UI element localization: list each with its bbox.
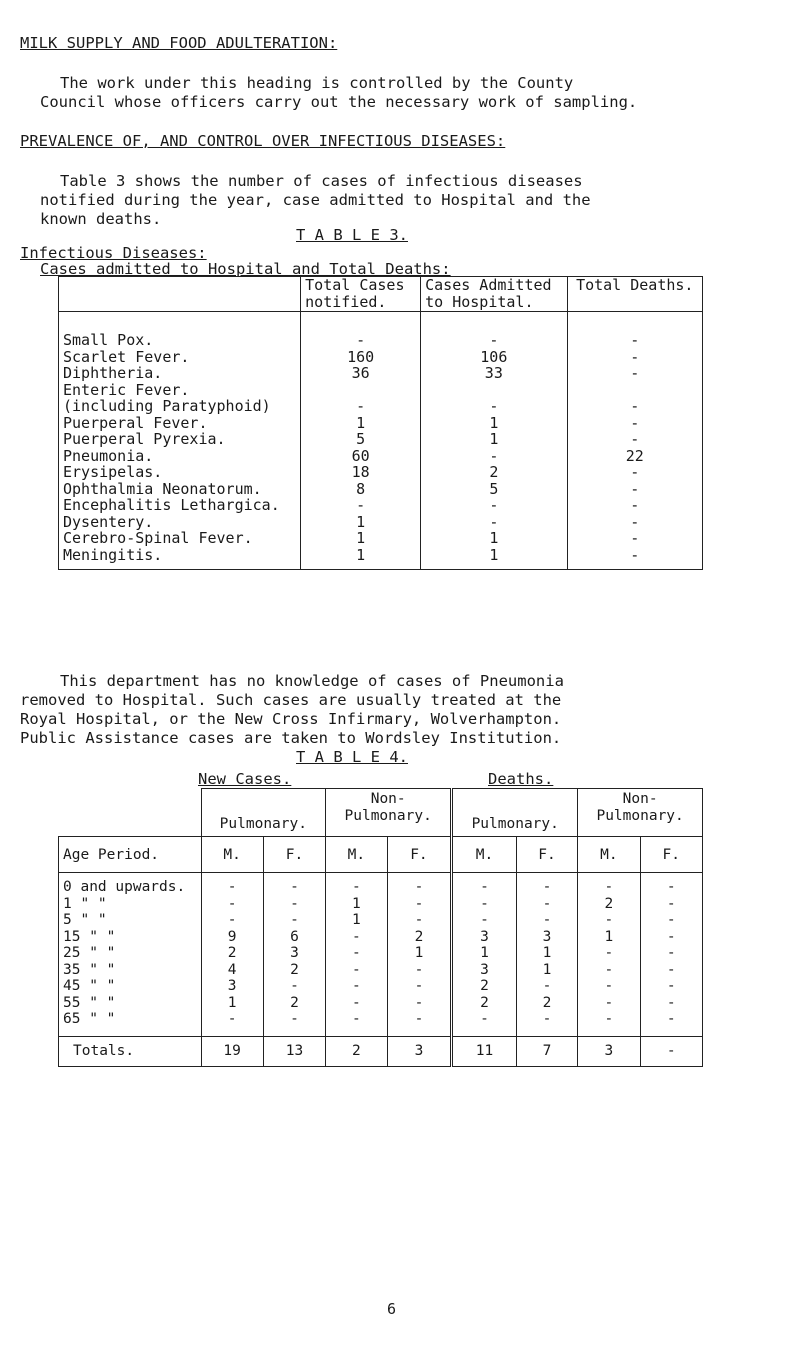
table4-cell: -: [666, 994, 676, 1011]
prevalence-line-3: known deaths.: [40, 210, 162, 228]
table4-cell: -: [290, 879, 299, 895]
table4-cell: -: [542, 1011, 552, 1027]
table4-totals-label: Totals.: [59, 1036, 202, 1066]
table3-disease: (including Paratyphoid): [63, 397, 271, 415]
table4-age-label: 1 " ": [63, 895, 107, 912]
table3-caption-1: Infectious Diseases:: [20, 244, 207, 262]
table4-col-deaths-pulm-f: [516, 873, 578, 1037]
table4-col-deaths-non-m: [578, 873, 640, 1037]
table4-cell: 3: [227, 978, 237, 994]
table4-total-cell: 19: [201, 1036, 263, 1066]
table4-cell: -: [666, 945, 676, 961]
table3-deaths-cell: -: [630, 496, 640, 514]
table4-cell: -: [414, 1011, 424, 1027]
table3-disease: Cerebro-Spinal Fever.: [63, 529, 253, 547]
table3-admitted-cell: 2: [489, 463, 499, 481]
table3-notified-cell: 5: [356, 430, 366, 448]
table4-total-cell: 3: [387, 1036, 452, 1066]
table4-cell: 3: [290, 945, 299, 961]
table4-cell: -: [480, 1011, 489, 1027]
table4-cell: 2: [480, 994, 489, 1011]
table3-admitted-cell: 1: [489, 545, 499, 564]
table3-notified-cell: -: [356, 331, 366, 349]
table4-cell: -: [480, 895, 489, 912]
pneumonia-paragraph: [20, 672, 564, 748]
table4-subheader-row: [59, 789, 703, 837]
table4-cell: -: [352, 928, 361, 945]
table3-header-disease: [59, 277, 301, 312]
table4-deaths-non-pulmonary: [578, 789, 703, 837]
table4-cell: 9: [227, 928, 237, 945]
table3-body-row: [59, 312, 703, 570]
table4-deaths-non-line2: Pulmonary.: [596, 808, 684, 824]
table4-col-header: M.: [201, 837, 263, 873]
table4-cell: -: [666, 1011, 676, 1027]
prevalence-line-1: Table 3 shows the number of cases of infectious diseases: [60, 172, 583, 190]
table4-cell: -: [666, 895, 676, 912]
table4-group-new: New Cases.: [198, 770, 292, 788]
table3-notified-cell: 1: [356, 545, 366, 564]
table4-cell: 1: [480, 945, 489, 961]
table4-cell: -: [542, 879, 552, 895]
table3-header-admitted: Cases Admitted to Hospital.: [421, 277, 567, 312]
table3-admitted-cell: 106: [480, 347, 508, 366]
table-4: [58, 788, 703, 1067]
table4-cell: -: [480, 879, 489, 895]
table3-deaths-cell: -: [630, 430, 640, 448]
pneumonia-line-4: Public Assistance cases are taken to Wordsley Institution.: [20, 729, 562, 747]
table3-admitted-cell: 1: [489, 529, 499, 547]
table4-age-label: 5 " ": [63, 912, 107, 928]
table4-cell: 1: [542, 961, 552, 978]
table4-deaths-pulmonary: Pulmonary.: [452, 789, 578, 837]
table3-disease: Scarlet Fever.: [63, 347, 190, 366]
table4-cell: -: [414, 895, 424, 912]
table3-header-notified: Total Cases notified.: [301, 277, 421, 312]
table3-deaths-cell: -: [630, 347, 640, 366]
table3-admitted-cell: 33: [484, 364, 503, 382]
table3-header-deaths: Total Deaths.: [567, 277, 702, 312]
table3-deaths-cell: -: [630, 413, 640, 432]
table3-disease: Erysipelas.: [63, 463, 163, 481]
table4-cell: -: [666, 961, 676, 978]
table3-deaths-cell: -: [630, 529, 640, 547]
table3-disease: Pneumonia.: [63, 446, 154, 465]
table4-cell: 3: [542, 928, 552, 945]
table4-cell: 1: [604, 928, 614, 945]
table4-age-header: Age Period.: [59, 837, 202, 873]
prevalence-line-2: notified during the year, case admitted to Hospital and the: [40, 191, 591, 209]
table4-cell: -: [290, 912, 299, 928]
table4-deaths-non-line1: Non-: [622, 791, 658, 807]
table4-cell: -: [604, 978, 614, 994]
table3-notified-cell: 1: [356, 512, 366, 531]
table4-cell: -: [352, 945, 361, 961]
table4-total-cell: 13: [263, 1036, 325, 1066]
table4-cell: -: [352, 994, 361, 1011]
table4-cell: 6: [290, 928, 299, 945]
table4-cell: -: [227, 1011, 237, 1027]
table4-new-non-line1: Non-: [370, 791, 406, 807]
table4-cell: -: [604, 994, 614, 1011]
table4-col-header: F.: [387, 837, 452, 873]
table4-cell: -: [290, 978, 299, 994]
table4-cell: -: [666, 912, 676, 928]
table3-admitted-cell: -: [489, 397, 499, 415]
table4-cell: 4: [227, 961, 237, 978]
table3-notified-cell: 8: [356, 479, 366, 498]
table4-age-list: [59, 873, 202, 1037]
table4-cell: 1: [352, 895, 361, 912]
table3-notified-cell: [305, 382, 416, 399]
table4-cell: 2: [414, 928, 424, 945]
page-number: 6: [387, 1300, 397, 1318]
table3-admitted-cell: [425, 382, 562, 399]
table4-col-header: M.: [452, 837, 517, 873]
milk-line-2: Council whose officers carry out the necessary work of sampling.: [40, 93, 638, 111]
table4-col-header: F.: [516, 837, 578, 873]
table3-disease: Meningitis.: [63, 545, 163, 564]
table4-new-pulmonary: Pulmonary.: [201, 789, 326, 837]
table3-notified-column: [301, 312, 421, 570]
table4-cell: 2: [227, 945, 237, 961]
table4-cell: -: [414, 978, 424, 994]
milk-line-1: The work under this heading is controlled by the County: [60, 74, 574, 92]
table4-cell: -: [480, 912, 489, 928]
table4-cell: -: [290, 895, 299, 912]
table4-cell: -: [666, 978, 676, 994]
table3-deaths-cell: [572, 382, 698, 399]
table3-admitted-cell: 5: [489, 479, 499, 498]
table3-notified-cell: 60: [351, 446, 370, 465]
pneumonia-line-1: This department has no knowledge of cases of Pneumonia: [60, 672, 564, 690]
table4-cell: -: [414, 994, 424, 1011]
table3-admitted-cell: -: [489, 446, 499, 465]
table3-admitted-cell: 1: [489, 430, 499, 448]
table4-col-header: F.: [640, 837, 702, 873]
table4-col-new-non-m: [326, 873, 388, 1037]
table4-cell: 1: [352, 912, 361, 928]
table4-col-deaths-pulm-m: [452, 873, 517, 1037]
table4-col-deaths-non-f: [640, 873, 702, 1037]
table3-title: T A B L E 3.: [296, 226, 408, 244]
table3-disease: Encephalitis Lethargica.: [63, 496, 280, 514]
table3-notified-cell: -: [356, 397, 366, 415]
table4-col-new-pulm-m: [201, 873, 263, 1037]
table4-cell: -: [227, 912, 237, 928]
table4-age-label: 45 " ": [63, 978, 116, 994]
pneumonia-line-2: removed to Hospital. Such cases are usually treated at the: [20, 691, 562, 709]
table-3: [58, 276, 703, 570]
table4-cell: -: [666, 928, 676, 945]
table4-cell: -: [352, 978, 361, 994]
table3-deaths-cell: -: [630, 512, 640, 531]
table4-cell: 2: [542, 994, 552, 1011]
table4-cell: 1: [542, 945, 552, 961]
table4-body-row: [59, 873, 703, 1037]
table3-deaths-column: [567, 312, 702, 570]
table4-new-non-line2: Pulmonary.: [344, 808, 432, 824]
heading-milk-supply: MILK SUPPLY AND FOOD ADULTERATION:: [20, 34, 338, 52]
table3-deaths-cell: -: [630, 397, 640, 415]
table3-admitted-cell: -: [489, 512, 499, 531]
table4-col-header: M.: [326, 837, 388, 873]
milk-paragraph: [40, 74, 637, 112]
table4-cell: -: [227, 879, 237, 895]
table3-admitted-cell: -: [489, 331, 499, 349]
table3-admitted-column: [421, 312, 567, 570]
table3-disease-list: [59, 312, 301, 570]
table4-age-label: 15 " ": [63, 928, 116, 945]
table3-notified-cell: 160: [347, 347, 375, 366]
table4-cell: 2: [480, 978, 489, 994]
table3-deaths-cell: -: [630, 479, 640, 498]
table4-cell: -: [352, 879, 361, 895]
table4-title: T A B L E 4.: [296, 748, 408, 766]
table4-cell: 1: [414, 945, 424, 961]
table4-age-label: 0 and upwards.: [63, 879, 186, 895]
table4-cell: -: [352, 1011, 361, 1027]
table4-cell: -: [414, 912, 424, 928]
table4-cell: -: [414, 961, 424, 978]
table4-cell: -: [290, 1011, 299, 1027]
table3-disease: Dysentery.: [63, 512, 154, 531]
heading-prevalence: PREVALENCE OF, AND CONTROL OVER INFECTIOUS DISEASES:: [20, 132, 506, 150]
table3-deaths-cell: -: [630, 364, 640, 382]
table4-cell: -: [604, 879, 614, 895]
table3-disease: Ophthalmia Neonatorum.: [63, 479, 262, 498]
table4-age-label: 55 " ": [63, 994, 116, 1011]
table4-cell: 2: [290, 994, 299, 1011]
table4-total-cell: 11: [452, 1036, 517, 1066]
table4-cell: -: [604, 961, 614, 978]
table3-header-row: [59, 277, 703, 312]
table4-col-new-pulm-f: [263, 873, 325, 1037]
table4-empty-corner: [59, 789, 202, 837]
table4-total-cell: 2: [326, 1036, 388, 1066]
table3-notified-cell: 1: [356, 529, 366, 547]
table4-mf-row: [59, 837, 703, 873]
table3-admitted-cell: -: [489, 496, 499, 514]
table4-cell: 3: [480, 961, 489, 978]
table4-total-cell: 3: [578, 1036, 640, 1066]
table4-group-deaths: Deaths.: [488, 770, 554, 788]
table4-cell: -: [352, 961, 361, 978]
table4-col-header: F.: [263, 837, 325, 873]
table4-cell: -: [604, 945, 614, 961]
table3-notified-cell: -: [356, 496, 366, 514]
table3-disease: Enteric Fever.: [63, 380, 190, 399]
table4-age-label: 65 " ": [63, 1011, 116, 1027]
table4-new-non-pulmonary: [326, 789, 452, 837]
table3-deaths-cell: -: [630, 545, 640, 564]
table4-cell: -: [666, 879, 676, 895]
table4-cell: -: [604, 912, 614, 928]
table3-deaths-cell: -: [630, 331, 640, 349]
table4-cell: 3: [480, 928, 489, 945]
table4-totals-row: [59, 1036, 703, 1066]
table3-notified-cell: 36: [351, 364, 370, 382]
pneumonia-line-3: Royal Hospital, or the New Cross Infirmary, Wolverhampton.: [20, 710, 562, 728]
table4-total-cell: -: [640, 1036, 702, 1066]
table3-admitted-cell: 1: [489, 413, 499, 432]
table3-deaths-cell: -: [630, 463, 640, 481]
table3-caption-2: Cases admitted to Hospital and Total Deaths:: [40, 260, 451, 278]
table4-age-label: 25 " ": [63, 945, 116, 961]
table3-deaths-cell: 22: [625, 446, 644, 465]
table4-cell: -: [604, 1011, 614, 1027]
table4-cell: 1: [227, 994, 237, 1011]
table4-total-cell: 7: [516, 1036, 578, 1066]
table4-cell: -: [542, 895, 552, 912]
prevalence-paragraph: [40, 172, 591, 229]
table3-disease: Small Pox.: [63, 331, 154, 349]
table4-col-new-non-f: [387, 873, 452, 1037]
table4-cell: -: [227, 895, 237, 912]
table4-cell: -: [542, 978, 552, 994]
table4-cell: 2: [604, 895, 614, 912]
table4-age-label: 35 " ": [63, 961, 116, 978]
table3-notified-cell: 1: [356, 413, 366, 432]
table4-cell: -: [542, 912, 552, 928]
table3-notified-cell: 18: [351, 463, 370, 481]
table4-col-header: M.: [578, 837, 640, 873]
table3-disease: Diphtheria.: [63, 364, 163, 382]
table3-disease: Puerperal Pyrexia.: [63, 430, 226, 448]
table4-cell: -: [414, 879, 424, 895]
table3-disease: Puerperal Fever.: [63, 413, 208, 432]
table4-cell: 2: [290, 961, 299, 978]
